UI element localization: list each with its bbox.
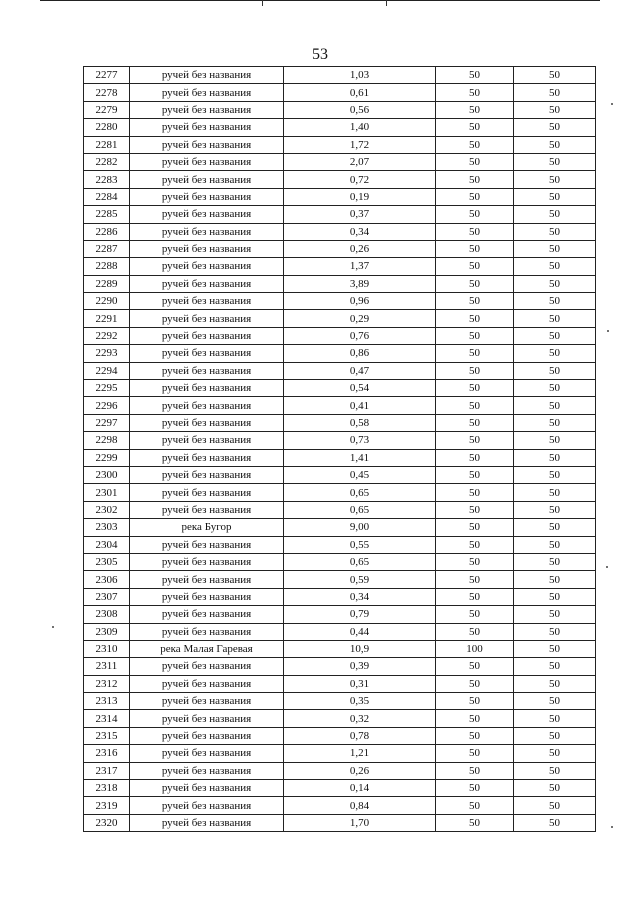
strip-width-cell: 50 — [514, 188, 596, 205]
zone-width-cell: 50 — [436, 814, 514, 831]
table-row — [84, 153, 596, 170]
strip-width-cell: 50 — [514, 658, 596, 675]
strip-width-cell: 50 — [514, 762, 596, 779]
watercourse-name-cell: ручей без названия — [130, 258, 284, 275]
zone-width-cell: 50 — [436, 397, 514, 414]
watercourse-name-cell: ручей без названия — [130, 814, 284, 831]
watercourse-name-cell: ручей без названия — [130, 745, 284, 762]
row-number-cell: 2296 — [84, 397, 130, 414]
zone-width-cell: 50 — [436, 449, 514, 466]
table-row — [84, 432, 596, 449]
table-row — [84, 606, 596, 623]
strip-width-cell: 50 — [514, 240, 596, 257]
strip-width-cell: 50 — [514, 693, 596, 710]
table-row — [84, 658, 596, 675]
zone-width-cell: 50 — [436, 310, 514, 327]
table-row — [84, 206, 596, 223]
strip-width-cell: 50 — [514, 327, 596, 344]
length-value-cell: 0,19 — [284, 188, 436, 205]
watercourse-name-cell: ручей без названия — [130, 188, 284, 205]
strip-width-cell: 50 — [514, 640, 596, 657]
length-value-cell: 1,41 — [284, 449, 436, 466]
watercourse-name-cell: ручей без названия — [130, 710, 284, 727]
row-number-cell: 2299 — [84, 449, 130, 466]
table-row — [84, 223, 596, 240]
table-row — [84, 136, 596, 153]
row-number-cell: 2289 — [84, 275, 130, 292]
watercourse-name-cell: ручей без названия — [130, 762, 284, 779]
watercourse-name-cell: ручей без названия — [130, 136, 284, 153]
watercourse-name-cell: река Малая Гаревая — [130, 640, 284, 657]
strip-width-cell: 50 — [514, 797, 596, 814]
row-number-cell: 2298 — [84, 432, 130, 449]
zone-width-cell: 50 — [436, 727, 514, 744]
strip-width-cell: 50 — [514, 84, 596, 101]
zone-width-cell: 50 — [436, 432, 514, 449]
watercourse-name-cell: ручей без названия — [130, 588, 284, 605]
length-value-cell: 0,32 — [284, 710, 436, 727]
table-row — [84, 484, 596, 501]
length-value-cell: 0,59 — [284, 571, 436, 588]
length-value-cell: 0,34 — [284, 223, 436, 240]
zone-width-cell: 50 — [436, 571, 514, 588]
zone-width-cell: 50 — [436, 519, 514, 536]
strip-width-cell: 50 — [514, 171, 596, 188]
scan-mark — [262, 0, 263, 6]
row-number-cell: 2281 — [84, 136, 130, 153]
watercourse-name-cell: река Бугор — [130, 519, 284, 536]
zone-width-cell: 50 — [436, 275, 514, 292]
table-row — [84, 623, 596, 640]
strip-width-cell: 50 — [514, 101, 596, 118]
table-row — [84, 397, 596, 414]
strip-width-cell: 50 — [514, 780, 596, 797]
strip-width-cell: 50 — [514, 258, 596, 275]
zone-width-cell: 50 — [436, 153, 514, 170]
row-number-cell: 2304 — [84, 536, 130, 553]
table-row — [84, 466, 596, 483]
row-number-cell: 2295 — [84, 380, 130, 397]
table-row — [84, 449, 596, 466]
table-row — [84, 380, 596, 397]
zone-width-cell: 50 — [436, 675, 514, 692]
scan-speck — [607, 330, 609, 332]
row-number-cell: 2279 — [84, 101, 130, 118]
table-row — [84, 362, 596, 379]
zone-width-cell: 50 — [436, 466, 514, 483]
strip-width-cell: 50 — [514, 553, 596, 570]
length-value-cell: 0,47 — [284, 362, 436, 379]
watercourse-name-cell: ручей без названия — [130, 432, 284, 449]
watercourse-name-cell: ручей без названия — [130, 119, 284, 136]
table-row — [84, 345, 596, 362]
row-number-cell: 2280 — [84, 119, 130, 136]
strip-width-cell: 50 — [514, 206, 596, 223]
row-number-cell: 2320 — [84, 814, 130, 831]
length-value-cell: 0,58 — [284, 414, 436, 431]
row-number-cell: 2305 — [84, 553, 130, 570]
row-number-cell: 2307 — [84, 588, 130, 605]
length-value-cell: 0,55 — [284, 536, 436, 553]
table-row — [84, 762, 596, 779]
row-number-cell: 2301 — [84, 484, 130, 501]
length-value-cell: 0,84 — [284, 797, 436, 814]
watercourse-name-cell: ручей без названия — [130, 727, 284, 744]
watercourse-name-cell: ручей без названия — [130, 240, 284, 257]
length-value-cell: 0,54 — [284, 380, 436, 397]
watercourse-name-cell: ручей без названия — [130, 466, 284, 483]
strip-width-cell: 50 — [514, 119, 596, 136]
zone-width-cell: 50 — [436, 84, 514, 101]
strip-width-cell: 50 — [514, 345, 596, 362]
zone-width-cell: 50 — [436, 501, 514, 518]
length-value-cell: 0,72 — [284, 171, 436, 188]
strip-width-cell: 50 — [514, 501, 596, 518]
zone-width-cell: 50 — [436, 258, 514, 275]
watercourse-name-cell: ручей без названия — [130, 380, 284, 397]
zone-width-cell: 50 — [436, 327, 514, 344]
table-row — [84, 171, 596, 188]
watercourse-name-cell: ручей без названия — [130, 206, 284, 223]
table-row — [84, 745, 596, 762]
watercourse-name-cell: ручей без названия — [130, 310, 284, 327]
table-row — [84, 293, 596, 310]
row-number-cell: 2308 — [84, 606, 130, 623]
watercourse-name-cell: ручей без названия — [130, 606, 284, 623]
table-row — [84, 571, 596, 588]
watercourse-name-cell: ручей без названия — [130, 275, 284, 292]
row-number-cell: 2315 — [84, 727, 130, 744]
zone-width-cell: 50 — [436, 67, 514, 84]
strip-width-cell: 50 — [514, 293, 596, 310]
row-number-cell: 2302 — [84, 501, 130, 518]
zone-width-cell: 50 — [436, 119, 514, 136]
watercourse-name-cell: ручей без названия — [130, 293, 284, 310]
length-value-cell: 0,56 — [284, 101, 436, 118]
length-value-cell: 0,37 — [284, 206, 436, 223]
zone-width-cell: 50 — [436, 345, 514, 362]
watercourse-name-cell: ручей без названия — [130, 484, 284, 501]
strip-width-cell: 50 — [514, 223, 596, 240]
row-number-cell: 2316 — [84, 745, 130, 762]
scan-speck — [52, 626, 54, 628]
watercourse-name-cell: ручей без названия — [130, 449, 284, 466]
row-number-cell: 2293 — [84, 345, 130, 362]
length-value-cell: 1,03 — [284, 67, 436, 84]
page-number: 53 — [312, 46, 328, 63]
row-number-cell: 2284 — [84, 188, 130, 205]
length-value-cell: 0,78 — [284, 727, 436, 744]
length-value-cell: 1,21 — [284, 745, 436, 762]
zone-width-cell: 50 — [436, 606, 514, 623]
row-number-cell: 2300 — [84, 466, 130, 483]
scan-speck — [611, 826, 613, 828]
watercourse-name-cell: ручей без названия — [130, 397, 284, 414]
row-number-cell: 2291 — [84, 310, 130, 327]
table-row — [84, 327, 596, 344]
table-row — [84, 797, 596, 814]
row-number-cell: 2294 — [84, 362, 130, 379]
zone-width-cell: 50 — [436, 553, 514, 570]
table-row — [84, 519, 596, 536]
row-number-cell: 2285 — [84, 206, 130, 223]
table-row — [84, 693, 596, 710]
row-number-cell: 2309 — [84, 623, 130, 640]
watercourse-name-cell: ручей без названия — [130, 345, 284, 362]
table-row — [84, 710, 596, 727]
zone-width-cell: 50 — [436, 658, 514, 675]
row-number-cell: 2318 — [84, 780, 130, 797]
watercourse-name-cell: ручей без названия — [130, 571, 284, 588]
strip-width-cell: 50 — [514, 727, 596, 744]
length-value-cell: 0,35 — [284, 693, 436, 710]
row-number-cell: 2311 — [84, 658, 130, 675]
length-value-cell: 0,96 — [284, 293, 436, 310]
row-number-cell: 2319 — [84, 797, 130, 814]
table-row — [84, 275, 596, 292]
table-row — [84, 588, 596, 605]
table-row — [84, 119, 596, 136]
row-number-cell: 2282 — [84, 153, 130, 170]
strip-width-cell: 50 — [514, 710, 596, 727]
table-row — [84, 414, 596, 431]
strip-width-cell: 50 — [514, 275, 596, 292]
table-row — [84, 84, 596, 101]
strip-width-cell: 50 — [514, 606, 596, 623]
length-value-cell: 3,89 — [284, 275, 436, 292]
strip-width-cell: 50 — [514, 536, 596, 553]
zone-width-cell: 50 — [436, 484, 514, 501]
watercourse-name-cell: ручей без названия — [130, 414, 284, 431]
table-row — [84, 675, 596, 692]
row-number-cell: 2287 — [84, 240, 130, 257]
length-value-cell: 0,39 — [284, 658, 436, 675]
length-value-cell: 0,65 — [284, 553, 436, 570]
table-row — [84, 188, 596, 205]
zone-width-cell: 50 — [436, 414, 514, 431]
strip-width-cell: 50 — [514, 397, 596, 414]
zone-width-cell: 50 — [436, 206, 514, 223]
strip-width-cell: 50 — [514, 432, 596, 449]
length-value-cell: 0,29 — [284, 310, 436, 327]
row-number-cell: 2306 — [84, 571, 130, 588]
zone-width-cell: 50 — [436, 293, 514, 310]
strip-width-cell: 50 — [514, 814, 596, 831]
table-row — [84, 67, 596, 84]
length-value-cell: 1,37 — [284, 258, 436, 275]
watercourse-name-cell: ручей без названия — [130, 536, 284, 553]
watercourse-name-cell: ручей без названия — [130, 84, 284, 101]
strip-width-cell: 50 — [514, 310, 596, 327]
length-value-cell: 0,44 — [284, 623, 436, 640]
watercourse-name-cell: ручей без названия — [130, 223, 284, 240]
length-value-cell: 1,40 — [284, 119, 436, 136]
zone-width-cell: 50 — [436, 171, 514, 188]
row-number-cell: 2278 — [84, 84, 130, 101]
strip-width-cell: 50 — [514, 380, 596, 397]
zone-width-cell: 50 — [436, 188, 514, 205]
length-value-cell: 0,26 — [284, 762, 436, 779]
length-value-cell: 0,65 — [284, 484, 436, 501]
row-number-cell: 2303 — [84, 519, 130, 536]
length-value-cell: 2,07 — [284, 153, 436, 170]
row-number-cell: 2286 — [84, 223, 130, 240]
strip-width-cell: 50 — [514, 466, 596, 483]
zone-width-cell: 50 — [436, 223, 514, 240]
top-border-line — [40, 0, 600, 1]
scan-speck — [606, 566, 608, 568]
length-value-cell: 0,45 — [284, 466, 436, 483]
watercourse-name-cell: ручей без названия — [130, 623, 284, 640]
zone-width-cell: 50 — [436, 380, 514, 397]
strip-width-cell: 50 — [514, 675, 596, 692]
zone-width-cell: 50 — [436, 623, 514, 640]
zone-width-cell: 50 — [436, 745, 514, 762]
watercourse-name-cell: ручей без названия — [130, 171, 284, 188]
scan-speck — [611, 103, 613, 105]
length-value-cell: 0,34 — [284, 588, 436, 605]
strip-width-cell: 50 — [514, 623, 596, 640]
strip-width-cell: 50 — [514, 136, 596, 153]
row-number-cell: 2288 — [84, 258, 130, 275]
strip-width-cell: 50 — [514, 519, 596, 536]
watercourse-name-cell: ручей без названия — [130, 553, 284, 570]
length-value-cell: 0,41 — [284, 397, 436, 414]
row-number-cell: 2317 — [84, 762, 130, 779]
table-row — [84, 310, 596, 327]
length-value-cell: 0,65 — [284, 501, 436, 518]
zone-width-cell: 50 — [436, 710, 514, 727]
zone-width-cell: 50 — [436, 797, 514, 814]
row-number-cell: 2314 — [84, 710, 130, 727]
length-value-cell: 0,26 — [284, 240, 436, 257]
zone-width-cell: 100 — [436, 640, 514, 657]
row-number-cell: 2297 — [84, 414, 130, 431]
table-row — [84, 814, 596, 831]
row-number-cell: 2313 — [84, 693, 130, 710]
zone-width-cell: 50 — [436, 101, 514, 118]
zone-width-cell: 50 — [436, 362, 514, 379]
watercourse-name-cell: ручей без названия — [130, 675, 284, 692]
length-value-cell: 0,31 — [284, 675, 436, 692]
strip-width-cell: 50 — [514, 571, 596, 588]
row-number-cell: 2277 — [84, 67, 130, 84]
watercourse-name-cell: ручей без названия — [130, 67, 284, 84]
watercourse-name-cell: ручей без названия — [130, 327, 284, 344]
table-row — [84, 501, 596, 518]
watercourse-name-cell: ручей без названия — [130, 101, 284, 118]
zone-width-cell: 50 — [436, 762, 514, 779]
row-number-cell: 2292 — [84, 327, 130, 344]
zone-width-cell: 50 — [436, 136, 514, 153]
length-value-cell: 0,76 — [284, 327, 436, 344]
table-row — [84, 727, 596, 744]
table-row — [84, 258, 596, 275]
length-value-cell: 0,61 — [284, 84, 436, 101]
row-number-cell: 2312 — [84, 675, 130, 692]
row-number-cell: 2310 — [84, 640, 130, 657]
watercourse-name-cell: ручей без названия — [130, 362, 284, 379]
strip-width-cell: 50 — [514, 67, 596, 84]
row-number-cell: 2290 — [84, 293, 130, 310]
length-value-cell: 0,86 — [284, 345, 436, 362]
length-value-cell: 1,72 — [284, 136, 436, 153]
table-row — [84, 101, 596, 118]
watercourse-name-cell: ручей без названия — [130, 501, 284, 518]
row-number-cell: 2283 — [84, 171, 130, 188]
watercourse-name-cell: ручей без названия — [130, 780, 284, 797]
watercourse-name-cell: ручей без названия — [130, 797, 284, 814]
length-value-cell: 1,70 — [284, 814, 436, 831]
length-value-cell: 10,9 — [284, 640, 436, 657]
strip-width-cell: 50 — [514, 588, 596, 605]
watercourse-table — [83, 66, 596, 832]
watercourse-name-cell: ручей без названия — [130, 693, 284, 710]
table-body — [84, 67, 596, 832]
zone-width-cell: 50 — [436, 693, 514, 710]
strip-width-cell: 50 — [514, 745, 596, 762]
length-value-cell: 0,79 — [284, 606, 436, 623]
length-value-cell: 0,73 — [284, 432, 436, 449]
strip-width-cell: 50 — [514, 414, 596, 431]
watercourse-name-cell: ручей без названия — [130, 658, 284, 675]
table-row — [84, 240, 596, 257]
strip-width-cell: 50 — [514, 449, 596, 466]
zone-width-cell: 50 — [436, 536, 514, 553]
table-row — [84, 780, 596, 797]
strip-width-cell: 50 — [514, 484, 596, 501]
strip-width-cell: 50 — [514, 362, 596, 379]
zone-width-cell: 50 — [436, 588, 514, 605]
scan-mark — [386, 0, 387, 6]
table-row — [84, 553, 596, 570]
table-row — [84, 536, 596, 553]
zone-width-cell: 50 — [436, 240, 514, 257]
strip-width-cell: 50 — [514, 153, 596, 170]
zone-width-cell: 50 — [436, 780, 514, 797]
length-value-cell: 9,00 — [284, 519, 436, 536]
watercourse-name-cell: ручей без названия — [130, 153, 284, 170]
length-value-cell: 0,14 — [284, 780, 436, 797]
table-row — [84, 640, 596, 657]
